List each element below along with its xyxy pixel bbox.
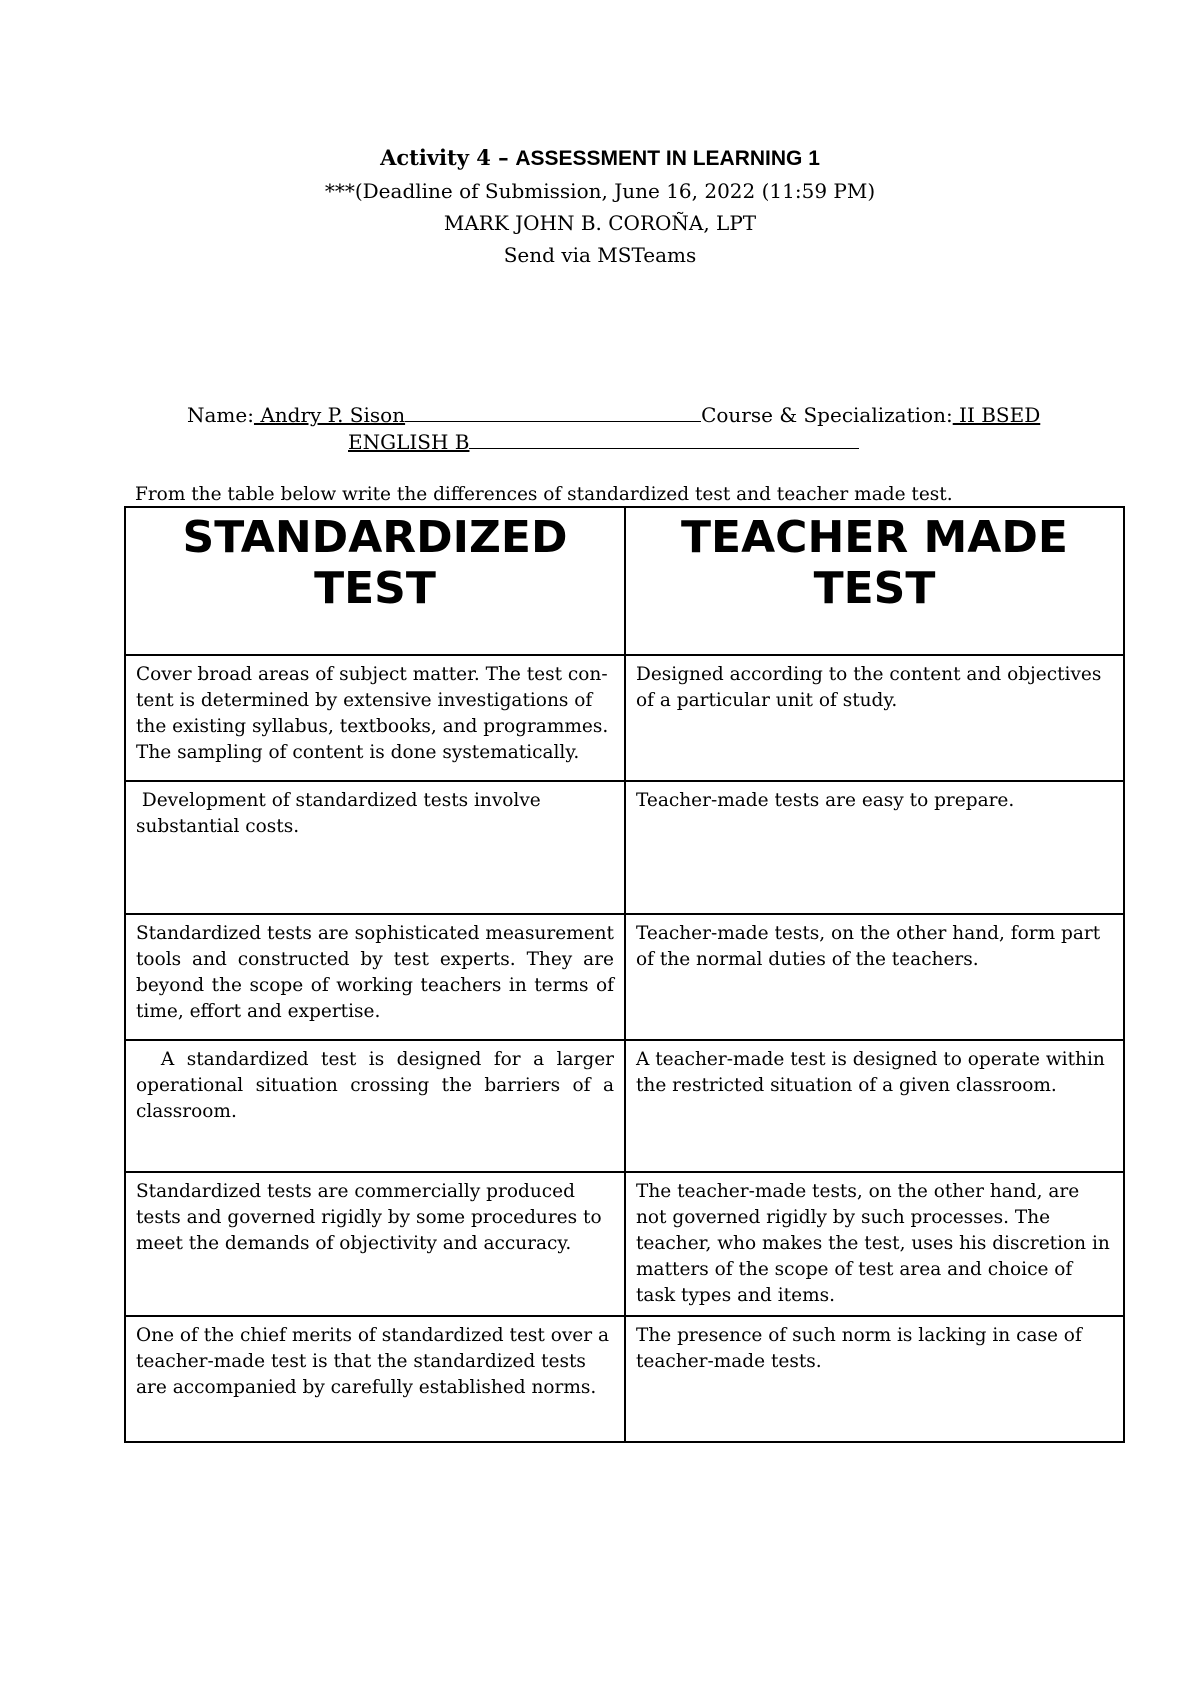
course-continuation-line (348, 430, 859, 454)
header-teacher-made-test: TEACHER MADE TEST (625, 507, 1124, 655)
table-row (125, 1316, 1124, 1442)
deadline-line: ***(Deadline of Submission, June 16, 2022 (11:59 PM) (324, 179, 876, 203)
table-row (125, 914, 1124, 1040)
name-value: Andry P. Sison (253, 403, 406, 427)
standardized-cell: Standardized tests are commercially produced tests and governed rigidly by some procedures to meet the demands of objectivity and accuracy. (125, 1172, 625, 1316)
table-header-row (125, 507, 1124, 655)
send-via-line: Send via MSTeams (503, 243, 697, 267)
course-blank-line (469, 447, 859, 449)
course-label: Course & Specialization: (701, 403, 953, 427)
teacher-made-cell: Teacher-made tests, on the other hand, form part of the normal duties of the teachers. (625, 914, 1124, 1040)
instruction-text: From the table below write the differences of standardized test and teacher made test. (135, 484, 953, 505)
name-blank-line (405, 420, 701, 422)
teacher-made-cell: The presence of such norm is lacking in case of teacher-made tests. (625, 1316, 1124, 1442)
teacher-made-cell: A teacher-made test is designed to operate within the restricted situation of a given classroom. (625, 1040, 1124, 1172)
course-value: II BSED (952, 403, 1041, 427)
standardized-cell: One of the chief merits of standardized test over a teacher-made test is that the standardized tests are accompanied by carefully established norms. (125, 1316, 625, 1442)
student-info-line (187, 403, 1040, 427)
document-header (0, 142, 1200, 271)
teacher-made-cell: The teacher-made tests, on the other hand, are not governed rigidly by such processes. The teacher, who makes the test, uses his discretion in matters of the scope of test area and choice of task types and items. (625, 1172, 1124, 1316)
subject-title: ASSESSMENT IN LEARNING 1 (515, 147, 820, 170)
table-row (125, 1172, 1124, 1316)
table-row (125, 655, 1124, 781)
table-row (125, 781, 1124, 914)
teacher-made-cell: Designed according to the content and objectives of a particular unit of study. (625, 655, 1124, 781)
name-label: Name: (187, 403, 254, 427)
activity-title (0, 142, 1200, 175)
table-row (125, 1040, 1124, 1172)
standardized-cell: A standardized test is designed for a larger operational situation crossing the barriers of a classroom. (125, 1040, 625, 1172)
standardized-cell: Cover broad areas of subject matter. The test con-tent is determined by extensive investigations of the existing syllabus, textbooks, and programmes. The sampling of content is done systematically. (125, 655, 625, 781)
teacher-made-cell: Teacher-made tests are easy to prepare. (625, 781, 1124, 914)
course-value-continued: ENGLISH B (348, 430, 470, 454)
activity-label: Activity 4 – (380, 145, 509, 170)
instructor-line: MARK JOHN B. COROÑA, LPT (443, 211, 757, 235)
standardized-cell: Development of standardized tests involve substantial costs. (125, 781, 625, 914)
header-standardized-test: STANDARDIZED TEST (125, 507, 625, 655)
comparison-table (124, 506, 1125, 1443)
standardized-cell: Standardized tests are sophisticated measurement tools and constructed by test experts. They are beyond the scope of working teachers in terms of time, effort and expertise. (125, 914, 625, 1040)
